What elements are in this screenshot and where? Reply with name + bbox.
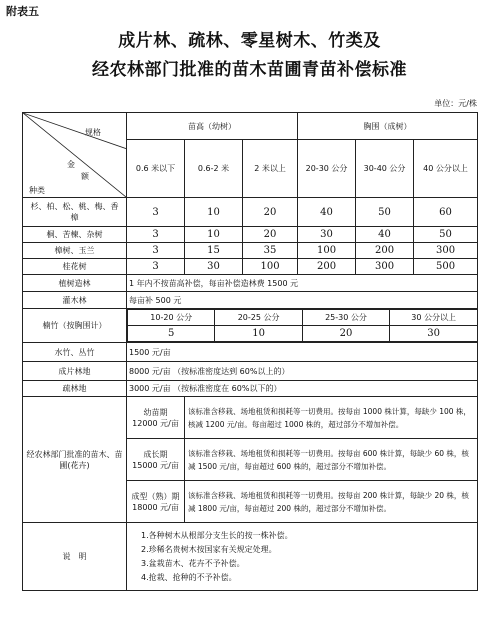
value-cell: 10 [185, 227, 243, 243]
nanmu-grid [127, 309, 477, 342]
table-row [23, 198, 478, 227]
shelterbelt-label: 植树造林 [23, 275, 127, 292]
table-row [23, 397, 478, 439]
shrub-label: 灌木林 [23, 292, 127, 309]
value-cell: 3 [127, 227, 185, 243]
col-header: 0.6 米以下 [127, 140, 185, 198]
value-cell: 30 [185, 259, 243, 275]
sparse-label: 疏林地 [23, 381, 127, 397]
notes-label: 说 明 [23, 523, 127, 591]
bamboo-label: 水竹、丛竹 [23, 343, 127, 362]
note-item: 4.抢栽、抢种的不予补偿。 [141, 572, 237, 582]
corner-header-cell [23, 113, 127, 198]
stage-description: 该标准含移栽、场地租赁和损耗等一切费用。按每亩 600 株计算，每缺少 60 株，核减 1500 元/亩，每亩超过 600 株的，超过部分不增加补偿。 [185, 439, 478, 481]
table-row [23, 343, 478, 362]
appendix-label: 附表五 [6, 5, 39, 18]
value-cell: 30 [298, 227, 356, 243]
amount-label-a: 金 [67, 160, 75, 169]
nursery-label: 经农林部门批准的苗木、苗圃(花卉) [23, 397, 127, 523]
value-cell: 3 [127, 259, 185, 275]
value-cell: 20 [243, 198, 298, 227]
stage-price: 12000 元/亩 [132, 418, 179, 428]
table-row [23, 259, 478, 275]
nanmu-value: 10 [215, 326, 302, 342]
col-header: 2 米以上 [243, 140, 298, 198]
value-cell: 300 [356, 259, 414, 275]
table-row [23, 292, 478, 309]
value-cell: 500 [414, 259, 478, 275]
table-row [23, 362, 478, 381]
stage-price: 15000 元/亩 [132, 460, 179, 470]
stage-description: 该标准含移栽、场地租赁和损耗等一切费用。按每亩 1000 株计算，每缺少 100 株，核减 1200 元/亩。每亩超过 1000 株的，超过部分不增加补偿。 [185, 397, 478, 439]
value-cell: 300 [414, 243, 478, 259]
nanmu-range: 25-30 公分 [302, 310, 389, 326]
stage-name: 幼苗期 [143, 407, 168, 417]
stage-description: 该标准含移栽、场地租赁和损耗等一切费用。按每亩 200 株计算，每缺少 20 株，核减 1800 元/亩，每亩超过 200 株的，超过部分不增加补偿。 [185, 481, 478, 523]
shrub-text: 每亩补 500 元 [127, 292, 478, 309]
table-row [23, 309, 478, 343]
note-item: 3.盆栽苗木、花卉不予补偿。 [141, 558, 245, 568]
value-cell: 35 [243, 243, 298, 259]
compensation-table [22, 112, 478, 591]
nanmu-range: 30 公分以上 [390, 310, 477, 326]
nursery-stage-cell [127, 439, 185, 481]
value-cell: 200 [298, 259, 356, 275]
species-label: 种类 [29, 186, 45, 195]
nursery-stage-cell [127, 397, 185, 439]
value-cell: 3 [127, 243, 185, 259]
seedling-height-header: 苗高（幼树） [127, 113, 298, 140]
species-cell: 杉、柏、松、桃、梅、香樟 [23, 198, 127, 227]
table-row [23, 275, 478, 292]
value-cell: 3 [127, 198, 185, 227]
forest-text: 8000 元/亩 （按标准密度达到 60%以上的） [127, 362, 478, 381]
unit-label: 单位：元/株 [434, 99, 477, 108]
col-header: 30-40 公分 [356, 140, 414, 198]
species-cell: 樟树、玉兰 [23, 243, 127, 259]
table-row [23, 381, 478, 397]
nanmu-label: 楠竹（按胸围计） [23, 309, 127, 343]
nursery-stage-cell [127, 481, 185, 523]
sparse-text: 3000 元/亩 （按标准密度在 60%以下的） [127, 381, 478, 397]
forest-label: 成片林地 [23, 362, 127, 381]
stage-name: 成长期 [143, 449, 168, 459]
value-cell: 50 [356, 198, 414, 227]
spec-label: 规格 [85, 128, 101, 137]
value-cell: 50 [414, 227, 478, 243]
amount-label-b: 额 [81, 172, 89, 181]
col-header: 20-30 公分 [298, 140, 356, 198]
value-cell: 20 [243, 227, 298, 243]
col-header: 40 公分以上 [414, 140, 478, 198]
page-title-line2: 经农林部门批准的苗木苗圃青苗补偿标准 [92, 60, 407, 80]
value-cell: 10 [185, 198, 243, 227]
nanmu-range: 20-25 公分 [215, 310, 302, 326]
stage-price: 18000 元/亩 [132, 502, 179, 512]
table-row [23, 523, 478, 591]
nanmu-value: 5 [128, 326, 215, 342]
nanmu-value: 30 [390, 326, 477, 342]
page-title-line1: 成片林、疏林、零星树木、竹类及 [118, 31, 381, 51]
value-cell: 40 [356, 227, 414, 243]
shelterbelt-text: 1 年内不按苗高补偿，每亩补偿造林费 1500 元 [127, 275, 478, 292]
value-cell: 100 [243, 259, 298, 275]
stage-name: 成型（熟）期 [131, 491, 180, 501]
chest-diameter-header: 胸围（成树） [298, 113, 478, 140]
note-item: 1.各种树木从根部分支生长的按一株补偿。 [141, 530, 293, 540]
value-cell: 15 [185, 243, 243, 259]
table-row [23, 243, 478, 259]
nanmu-value: 20 [302, 326, 389, 342]
value-cell: 200 [356, 243, 414, 259]
value-cell: 40 [298, 198, 356, 227]
bamboo-text: 1500 元/亩 [127, 343, 478, 362]
notes-cell [127, 523, 478, 591]
value-cell: 60 [414, 198, 478, 227]
table-row [23, 227, 478, 243]
note-item: 2.珍稀名贵树木按国家有关规定处理。 [141, 544, 277, 554]
nanmu-range: 10-20 公分 [128, 310, 215, 326]
value-cell: 100 [298, 243, 356, 259]
col-header: 0.6-2 米 [185, 140, 243, 198]
species-cell: 桐、苦楝、杂树 [23, 227, 127, 243]
species-cell: 桂花树 [23, 259, 127, 275]
nanmu-grid-cell [127, 309, 478, 343]
